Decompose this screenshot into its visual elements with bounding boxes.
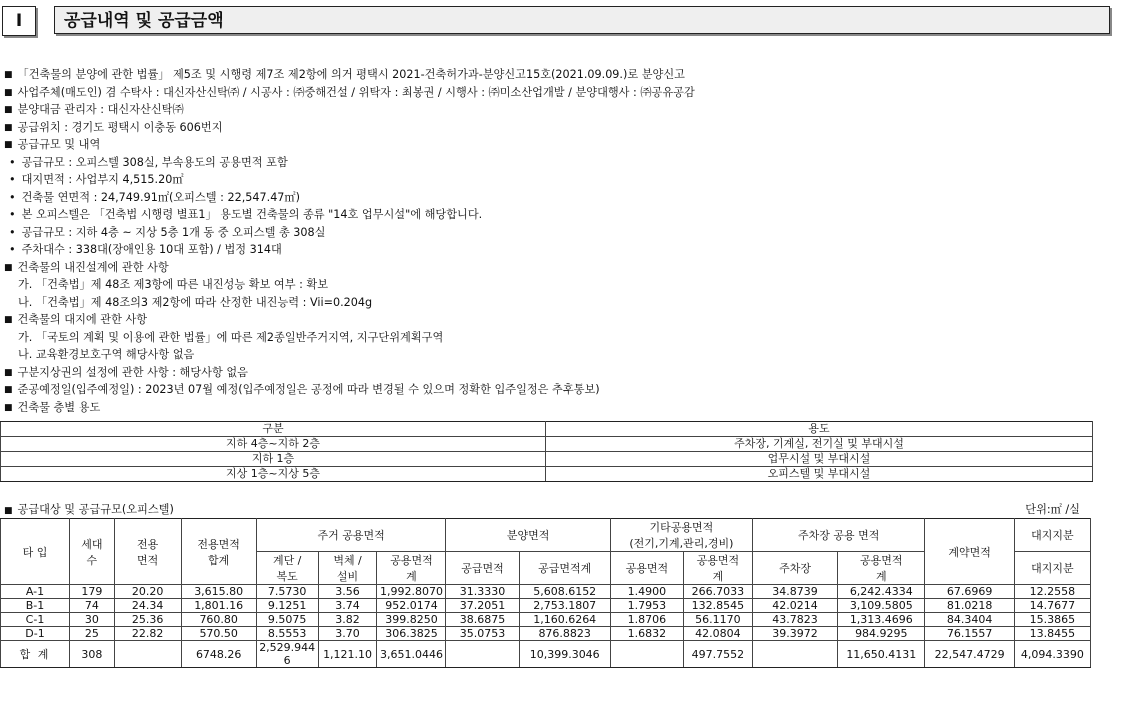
table-cell: 1.8706: [610, 613, 683, 627]
notice-heading: ■ 건축물 층별 용도: [4, 399, 1104, 417]
table-cell: 7.5730: [256, 585, 318, 599]
table-cell: 4,094.3390: [1014, 641, 1090, 668]
type-cell: A-1: [1, 585, 70, 599]
col-parking-common: 주차장 공용 면적: [752, 519, 925, 552]
table-cell: 34.8739: [752, 585, 837, 599]
notice-item: • 공급규모 : 오피스텔 308실, 부속용도의 공용면적 포함: [4, 154, 1104, 172]
table-cell: 1,160.6264: [519, 613, 610, 627]
table-cell: 306.3825: [377, 627, 446, 641]
table-cell: 30: [70, 613, 115, 627]
table-cell: 42.0804: [683, 627, 752, 641]
notice-heading: ■ 준공예정일(입주예정일) : 2023년 07월 예정(입주예정일은 공정에 따라 변경될 수 있으며 정확한 입주일정은 추후통보): [4, 381, 1104, 399]
col-exclusive-total: 전용면적 합계: [181, 519, 256, 585]
table-header-row: [1, 422, 1093, 437]
table-cell: 12.2558: [1014, 585, 1090, 599]
notice-heading: ■ 건축물의 내진설계에 관한 사항: [4, 259, 1104, 277]
col-type: 타 입: [1, 519, 70, 585]
notice-heading: ■ 건축물의 대지에 관한 사항: [4, 311, 1104, 329]
table-cell: 주차장, 기계실, 전기실 및 부대시설: [546, 437, 1093, 452]
col-stairs: 계단 / 복도: [256, 552, 318, 585]
table-cell: 74: [70, 599, 115, 613]
col-oc-total: 공용면적 계: [683, 552, 752, 585]
table-cell: 42.0214: [752, 599, 837, 613]
table-cell: 14.7677: [1014, 599, 1090, 613]
col-other-common: 기타공용면적 (전기,기계,관리,경비): [610, 519, 752, 552]
notice-item: • 대지면적 : 사업부지 4,515.20㎡: [4, 171, 1104, 189]
notice-item: 가. 「국토의 계획 및 이용에 관한 법률」에 따른 제2종일반주거지역, 지구단위계획구역: [18, 330, 444, 344]
table-cell: 31.3330: [446, 585, 519, 599]
table-cell: 지상 1층~지상 5층: [1, 467, 546, 482]
table-cell: [446, 641, 519, 668]
section-header: [2, 6, 1110, 36]
table-cell: [610, 641, 683, 668]
table-cell: 오피스텔 및 부대시설: [546, 467, 1093, 482]
col-sale-area: 분양면적: [446, 519, 610, 552]
notice-heading: ■ 「건축물의 분양에 관한 법률」 제5조 및 시행령 제7조 제2항에 의거 평택시 2021-건축허가과-분양신고15호(2021.09.09.)로 분양신고: [4, 66, 1104, 84]
table-cell: 5,608.6152: [519, 585, 610, 599]
type-cell: C-1: [1, 613, 70, 627]
table-row: [1, 599, 1091, 613]
supply-section-title: ■ 공급대상 및 공급규모(오피스텔): [4, 503, 174, 516]
section-number: I: [2, 6, 36, 36]
col-households: 세대 수: [70, 519, 115, 585]
table-cell: 25: [70, 627, 115, 641]
notice-item: • 공급규모 : 지하 4층 ~ 지상 5층 1개 동 중 오피스텔 총 308실: [4, 224, 1104, 242]
table-cell: 6,242.4334: [838, 585, 925, 599]
col-supply-total: 공급면적계: [519, 552, 610, 585]
total-row: [1, 641, 1091, 668]
supply-table-body: [1, 585, 1091, 668]
col-rc-total: 공용면적 계: [377, 552, 446, 585]
col-oc-area: 공용면적: [610, 552, 683, 585]
total-label: 합 계: [1, 641, 70, 668]
notice-item: • 건축물 연면적 : 24,749.91㎡(오피스텔 : 22,547.47㎡): [4, 189, 1104, 207]
table-cell: 지하 4층~지하 2층: [1, 437, 546, 452]
table-cell: 20.20: [114, 585, 181, 599]
table-cell: 3,615.80: [181, 585, 256, 599]
table-cell: 84.3404: [925, 613, 1014, 627]
col-contract: 계약면적: [925, 519, 1014, 585]
table-cell: 1.6832: [610, 627, 683, 641]
table-row: [1, 467, 1093, 482]
type-cell: B-1: [1, 599, 70, 613]
table-cell: 399.8250: [377, 613, 446, 627]
col-land-share: 대지지분: [1014, 519, 1090, 552]
table-cell: 22.82: [114, 627, 181, 641]
notice-heading: ■ 공급위치 : 경기도 평택시 이충동 606번지: [4, 119, 1104, 137]
table-cell: 43.7823: [752, 613, 837, 627]
table-cell: 179: [70, 585, 115, 599]
table-cell: 15.3865: [1014, 613, 1090, 627]
table-cell: 760.80: [181, 613, 256, 627]
table-cell: 984.9295: [838, 627, 925, 641]
table-cell: 76.1557: [925, 627, 1014, 641]
floor-use-table: [0, 421, 1093, 482]
notice-item: • 본 오피스텔은 「건축법 시행령 별표1」 용도별 건축물의 종류 "14호 업무시설"에 해당합니다.: [4, 206, 1104, 224]
table-header-cell: 용도: [546, 422, 1093, 437]
table-cell: 3.70: [318, 627, 377, 641]
table-cell: 9.5075: [256, 613, 318, 627]
table-cell: 1.4900: [610, 585, 683, 599]
table-cell: 3,109.5805: [838, 599, 925, 613]
table-cell: 497.7552: [683, 641, 752, 668]
table-cell: 1.7953: [610, 599, 683, 613]
table-cell: [114, 641, 181, 668]
table-cell: 35.0753: [446, 627, 519, 641]
col-land-share-sub: 대지지분: [1014, 552, 1090, 585]
notice-heading: ■ 공급규모 및 내역: [4, 136, 1104, 154]
supply-table: [0, 518, 1091, 668]
table-row: [1, 627, 1091, 641]
table-cell: 39.3972: [752, 627, 837, 641]
notice-heading: ■ 구분지상권의 설정에 관한 사항 : 해당사항 없음: [4, 364, 1104, 382]
table-cell: 8.5553: [256, 627, 318, 641]
notice-heading: ■ 사업주체(매도인) 겸 수탁사 : 대신자산신탁㈜ / 시공사 : ㈜중해건설 / 위탁자 : 최봉권 / 시행사 : ㈜미소산업개발 / 분양대행사 : ㈜공유공감: [4, 84, 1104, 102]
table-cell: 25.36: [114, 613, 181, 627]
notice-item: 가. 「건축법」제 48조 제3항에 따른 내진성능 확보 여부 : 확보: [18, 278, 329, 291]
table-header-row: [1, 519, 1091, 552]
table-cell: 지하 1층: [1, 452, 546, 467]
table-cell: [752, 641, 837, 668]
table-cell: 13.8455: [1014, 627, 1090, 641]
table-row: [1, 613, 1091, 627]
table-cell: 업무시설 및 부대시설: [546, 452, 1093, 467]
table-cell: 2,529.944 6: [256, 641, 318, 668]
table-cell: 1,121.10: [318, 641, 377, 668]
table-cell: 2,753.1807: [519, 599, 610, 613]
section-title: 공급내역 및 공급금액: [54, 6, 1110, 34]
table-cell: 10,399.3046: [519, 641, 610, 668]
table-cell: 6748.26: [181, 641, 256, 668]
table-cell: 266.7033: [683, 585, 752, 599]
table-cell: 3.74: [318, 599, 377, 613]
table-row: [1, 452, 1093, 467]
table-cell: 1,801.16: [181, 599, 256, 613]
table-cell: 1,313.4696: [838, 613, 925, 627]
table-cell: 22,547.4729: [925, 641, 1014, 668]
table-cell: 876.8823: [519, 627, 610, 641]
square-bullet-icon: ■: [4, 506, 13, 516]
table-cell: 37.2051: [446, 599, 519, 613]
table-header-cell: 구분: [1, 422, 546, 437]
notice-item: • 주차대수 : 338대(장애인용 10대 포함) / 법정 314대: [4, 241, 1104, 259]
col-pc-total: 공용면적 계: [838, 552, 925, 585]
col-exclusive: 전용 면적: [114, 519, 181, 585]
table-cell: 67.6969: [925, 585, 1014, 599]
table-cell: 132.8545: [683, 599, 752, 613]
table-cell: 9.1251: [256, 599, 318, 613]
table-cell: 1,992.8070: [377, 585, 446, 599]
table-cell: 952.0174: [377, 599, 446, 613]
table-cell: 570.50: [181, 627, 256, 641]
table-row: [1, 437, 1093, 452]
table-cell: 56.1170: [683, 613, 752, 627]
col-residential-common: 주거 공용면적: [256, 519, 446, 552]
table-cell: 11,650.4131: [838, 641, 925, 668]
notice-item: 나. 「건축법」제 48조의3 제2항에 따라 산정한 내진능력 : Vii=0.204g: [18, 295, 373, 309]
notice-item: 나. 교육환경보호구역 해당사항 없음: [18, 348, 195, 361]
col-supply-area: 공급면적: [446, 552, 519, 585]
col-wall: 벽체 / 설비: [318, 552, 377, 585]
table-cell: 81.0218: [925, 599, 1014, 613]
notice-lines: [4, 66, 1104, 416]
table-row: [1, 585, 1091, 599]
type-cell: D-1: [1, 627, 70, 641]
col-parking: 주차장: [752, 552, 837, 585]
table-cell: 38.6875: [446, 613, 519, 627]
unit-label: 단위:㎡ /실: [1025, 503, 1080, 516]
table-cell: 308: [70, 641, 115, 668]
table-cell: 3,651.0446: [377, 641, 446, 668]
table-cell: 24.34: [114, 599, 181, 613]
notice-heading: ■ 분양대금 관리자 : 대신자산신탁㈜: [4, 101, 1104, 119]
table-cell: 3.56: [318, 585, 377, 599]
table-cell: 3.82: [318, 613, 377, 627]
